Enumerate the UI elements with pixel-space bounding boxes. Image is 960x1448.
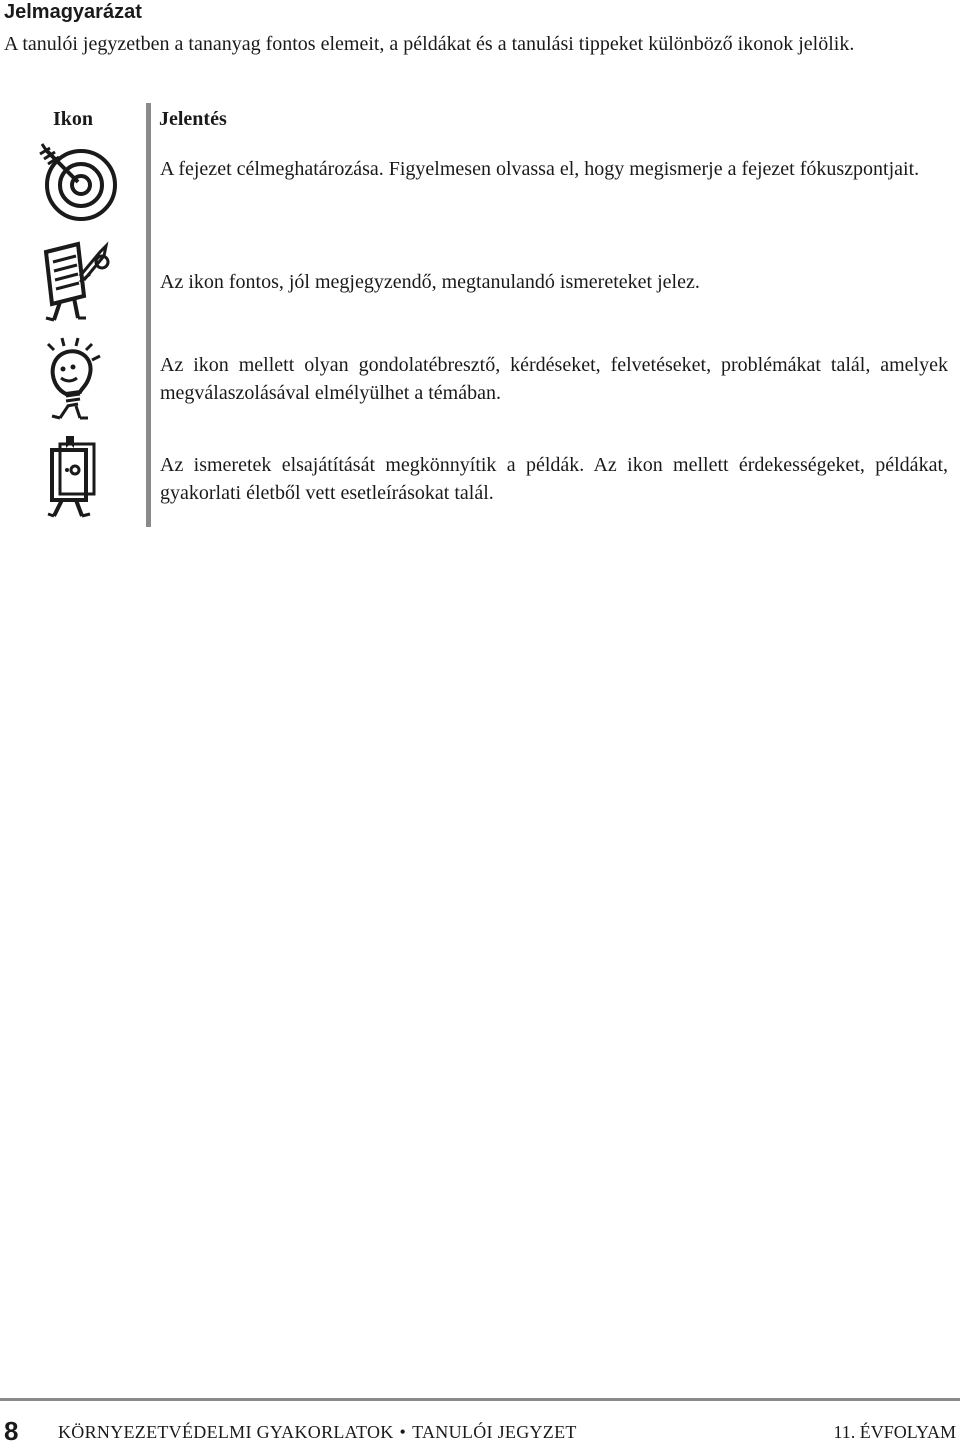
target-arrow-icon: [34, 142, 120, 226]
column-divider: [146, 103, 151, 527]
footer-rule: [0, 1398, 960, 1401]
meaning-text-examples: Az ismeretek elsajátítását megkönnyítik a példák. Az ikon mellett érdekességeket, példákat, gyakorlati életből vett esetleírásokat talál.: [160, 454, 948, 504]
lightbulb-icon: [42, 336, 106, 422]
column-header-meaning: Jelentés: [159, 108, 227, 130]
footer-title: [58, 1422, 577, 1443]
footer-grade: 11. ÉVFOLYAM: [833, 1422, 956, 1442]
meaning-text-thought: Az ikon mellett olyan gondolatébresztő, kérdéseket, felvetéseket, problémákat talál, amelyek megválaszolásával elmélyülhet a témában.: [160, 354, 948, 404]
meaning-text-important: Az ikon fontos, jól megjegyzendő, megtanulandó ismereteket jelez.: [160, 271, 700, 293]
page-number: 8: [4, 1416, 19, 1446]
document-pen-icon: [40, 238, 116, 324]
legend-heading: Jelmagyarázat: [4, 1, 142, 23]
meaning-text-goal: A fejezet célmeghatározása. Figyelmesen olvassa el, hogy megismerje a fejezet fókuszpontjait.: [160, 158, 920, 180]
footer-title-left: KÖRNYEZETVÉDELMI GYAKORLATOK: [58, 1422, 394, 1442]
footer-title-right: TANULÓI JEGYZET: [412, 1422, 577, 1442]
footer-separator: •: [399, 1422, 407, 1442]
legend-intro: A tanulói jegyzetben a tananyag fontos elemeit, a példákat és a tanulási tippeket különböző ikonok jelölik.: [4, 33, 855, 55]
column-header-icon: Ikon: [53, 108, 94, 130]
book-figure-icon: [44, 436, 104, 520]
